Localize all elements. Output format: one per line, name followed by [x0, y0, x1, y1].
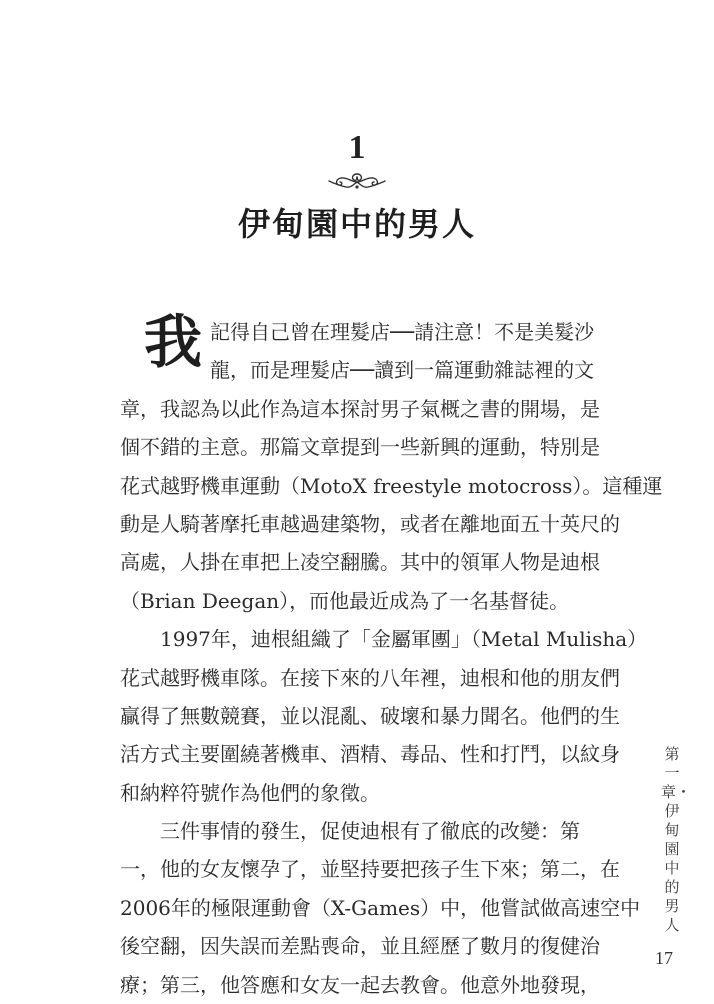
body-text [120, 313, 663, 1004]
text-line: 三件事情的發生，促使迪根有了徹底的改變：第 [160, 819, 580, 844]
page-number: 17 [655, 948, 673, 968]
text-line: 療；第三，他答應和女友一起去教會。他意外地發現， [120, 972, 600, 997]
drop-cap: 我 [144, 308, 203, 376]
text-line: 動是人騎著摩托車越過建築物，或者在離地面五十英尺的 [120, 511, 620, 536]
text-line: 龍，而是理髮店──讀到一篇運動雜誌裡的文 [210, 358, 595, 383]
text-line: 活方式主要圍繞著機車、酒精、毒品、性和打鬥，以紋身 [120, 742, 620, 767]
text-line: （Brian Deegan），而他最近成為了一名基督徒。 [120, 588, 570, 613]
text-line: 章，我認為以此作為這本探討男子氣概之書的開場，是 [120, 396, 600, 421]
text-line: 高處，人掛在車把上凌空翻騰。其中的領軍人物是迪根 [120, 550, 600, 575]
text-line: 個不錯的主意。那篇文章提到一些新興的運動，特別是 [120, 435, 600, 460]
chapter-number: 1 [348, 129, 366, 166]
text-line: 一，他的女友懷孕了，並堅持要把孩子生下來；第二，在 [120, 857, 620, 882]
chapter-title: 伊甸園中的男人 [237, 205, 476, 243]
text-line: 2006年的極限運動會（X-Games）中，他嘗試做高速空中 [120, 895, 641, 920]
text-line: 贏得了無數競賽，並以混亂、破壞和暴力聞名。他們的生 [120, 703, 620, 728]
text-line: 記得自己曾在理髮店──請注意！不是美髮沙 [210, 320, 595, 344]
text-line: 後空翻，因失誤而差點喪命，並且經歷了數月的復健治 [120, 934, 600, 959]
text-line: 花式越野機車運動（MotoX freestyle motocross）。這種運 [120, 473, 663, 498]
scroll-flourish-icon [327, 170, 387, 192]
text-line: 1997年，迪根組織了「金屬軍團」（Metal Mulisha） [160, 627, 648, 652]
text-line: 和納粹符號作為他們的象徵。 [120, 780, 380, 805]
running-head: 第一章・伊甸園中的男人 [661, 745, 692, 934]
text-line: 花式越野機車隊。在接下來的八年裡，迪根和他的朋友們 [120, 665, 620, 690]
